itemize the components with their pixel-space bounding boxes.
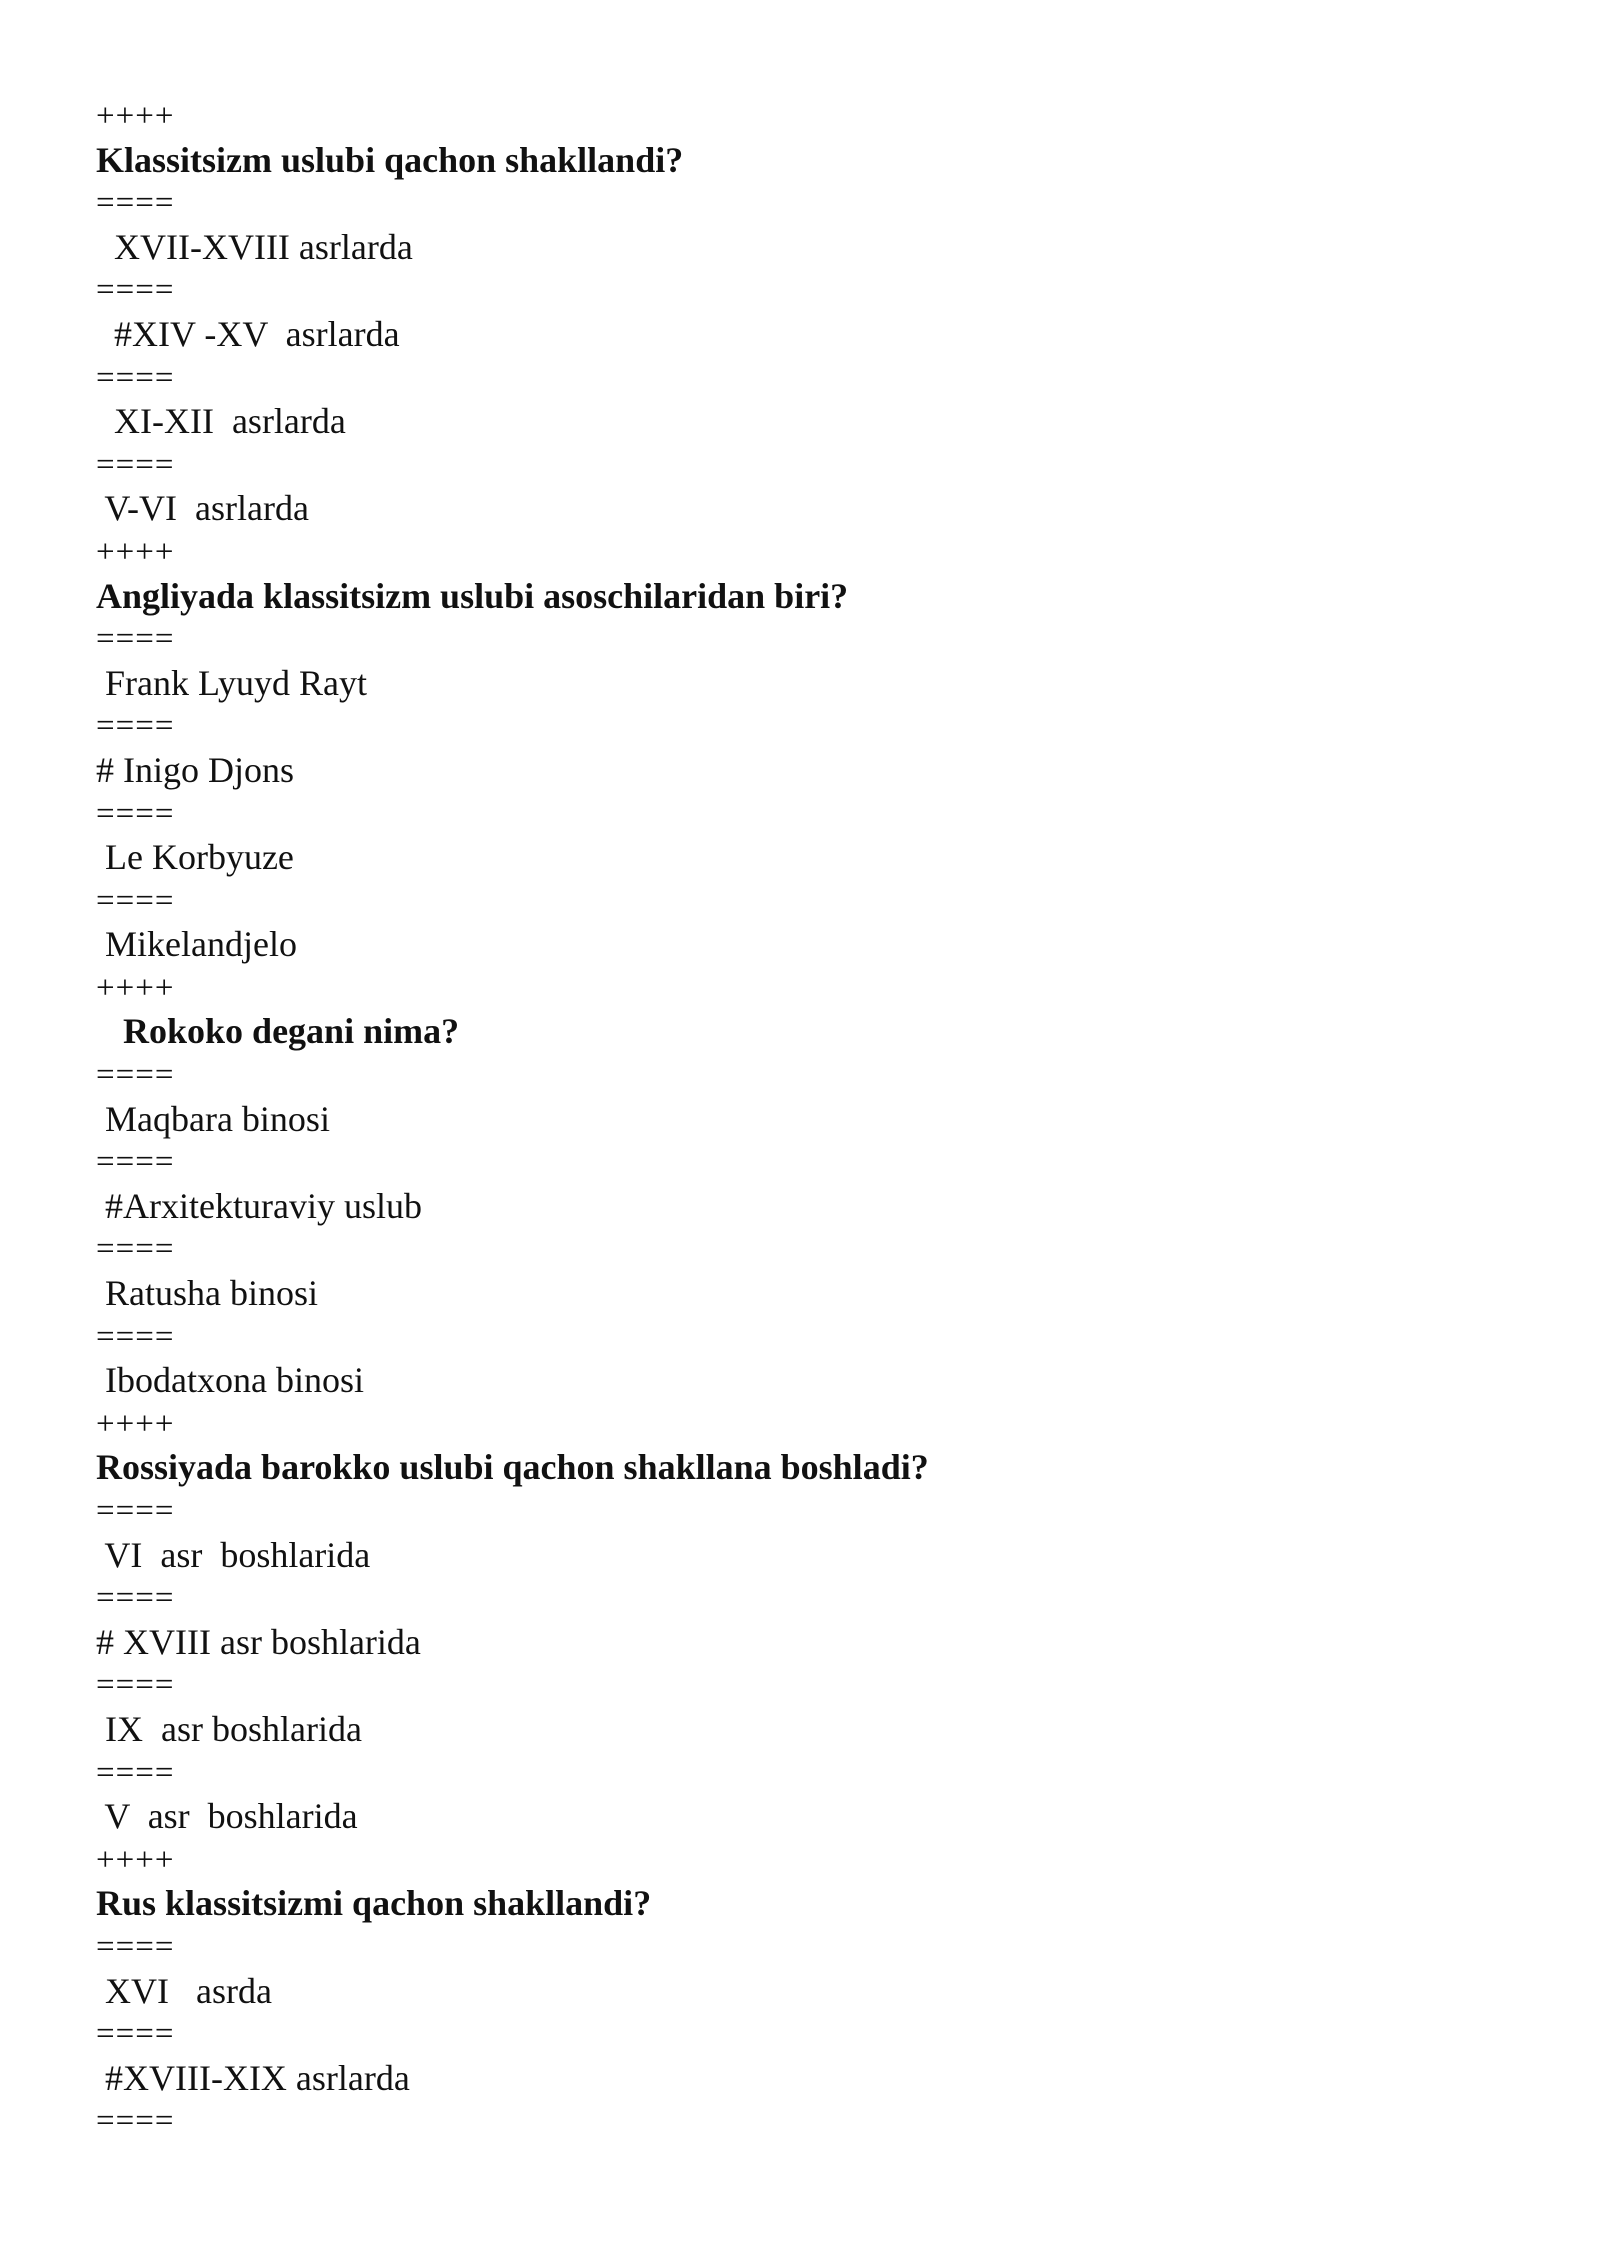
option-separator: ====	[96, 359, 175, 396]
option-separator: ====	[96, 2016, 175, 2053]
question-start-marker: ++++	[96, 533, 175, 570]
answer-option: Maqbara binosi	[96, 1098, 330, 1139]
question-text: Klassitsizm uslubi qachon shakllandi?	[96, 139, 684, 180]
option-separator: ====	[96, 1144, 175, 1181]
answer-option: IX asr boshlarida	[96, 1708, 362, 1749]
answer-option: Mikelandjelo	[96, 924, 297, 965]
answer-option: # XVIII asr boshlarida	[96, 1621, 421, 1662]
answer-option: V asr boshlarida	[96, 1796, 358, 1837]
option-separator: ====	[96, 795, 175, 832]
answer-option: Frank Lyuyd Rayt	[96, 662, 367, 703]
option-separator: ====	[96, 272, 175, 309]
option-separator: ====	[96, 708, 175, 745]
answer-option: Ratusha binosi	[96, 1273, 318, 1314]
answer-option: XI-XII asrlarda	[96, 401, 346, 442]
answer-option: #XIV -XV asrlarda	[96, 313, 400, 354]
answer-option: VI asr boshlarida	[96, 1534, 371, 1575]
option-separator: ====	[96, 1493, 175, 1529]
answer-option: XVII-XVIII asrlarda	[96, 226, 413, 267]
question-start-marker: ++++	[96, 969, 175, 1006]
option-separator: ====	[96, 1928, 175, 1965]
option-separator: ====	[96, 1580, 175, 1617]
option-separator: ====	[96, 446, 175, 483]
question-start-marker: ++++	[96, 98, 175, 134]
question-start-marker: ++++	[96, 1841, 175, 1878]
option-separator: ====	[96, 1667, 175, 1704]
answer-option: #XVIII-XIX asrlarda	[96, 2057, 410, 2098]
answer-option: #Arxitekturaviy uslub	[96, 1185, 422, 1226]
question-text: Rokoko degani nima?	[96, 1011, 460, 1052]
answer-option: V-VI asrlarda	[96, 488, 309, 529]
question-text: Angliyada klassitsizm uslubi asoschilaridan biri?	[96, 575, 849, 616]
option-separator: ====	[96, 621, 175, 658]
option-separator: ====	[96, 185, 175, 222]
answer-option: Ibodatxona binosi	[96, 1360, 364, 1401]
document-page	[96, 95, 1516, 2144]
answer-option: Le Korbyuze	[96, 837, 294, 878]
answer-option: XVI asrda	[96, 1970, 272, 2011]
option-separator: ====	[96, 1057, 175, 1094]
option-separator: ====	[96, 1754, 175, 1791]
question-start-marker: ++++	[96, 1405, 175, 1442]
option-separator: ====	[96, 1318, 175, 1355]
option-separator: ====	[96, 2103, 175, 2140]
question-text: Rossiyada barokko uslubi qachon shakllana boshladi?	[96, 1447, 929, 1488]
question-text: Rus klassitsizmi qachon shakllandi?	[96, 1883, 652, 1924]
option-separator: ====	[96, 1231, 175, 1268]
option-separator: ====	[96, 882, 175, 919]
answer-option: # Inigo Djons	[96, 749, 294, 790]
